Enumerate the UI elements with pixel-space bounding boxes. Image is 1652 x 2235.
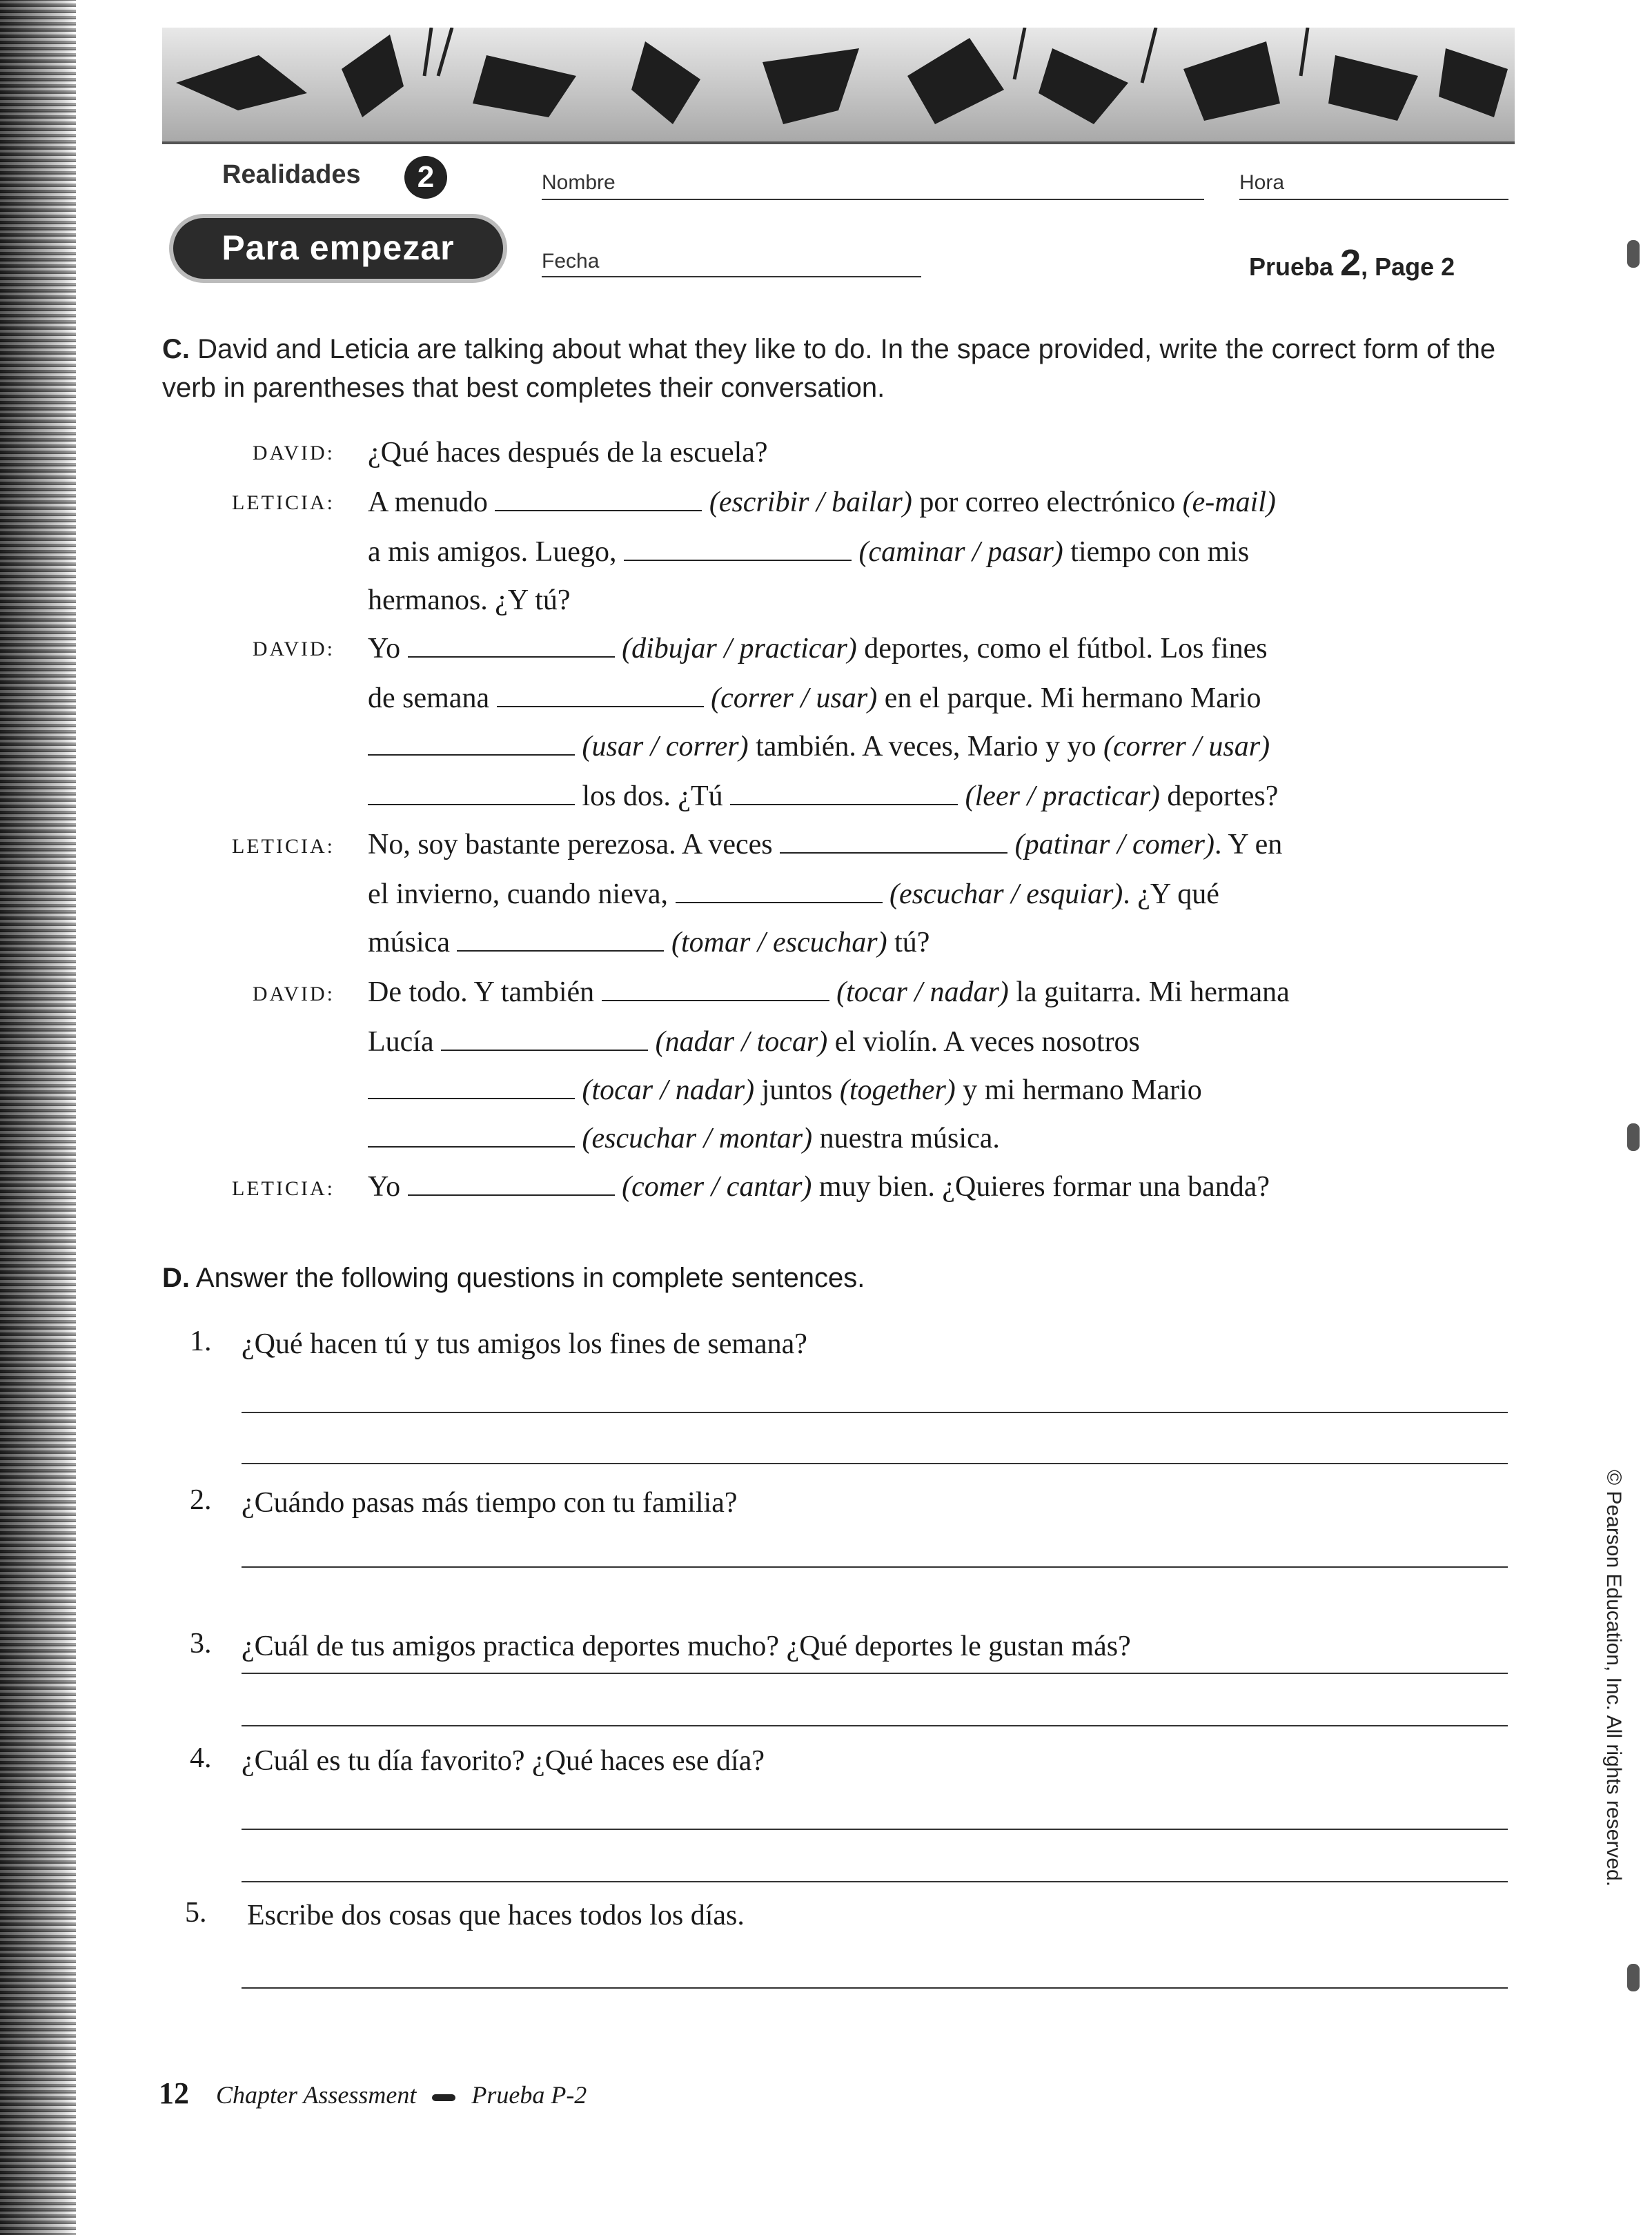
hora-line[interactable] [1239,199,1508,200]
answer-blank[interactable] [368,1125,575,1148]
dialogue-line: (usar / correr) también. A veces, Mario y yo (correr / usar) [368,730,1270,763]
page-number: 12 [159,2076,189,2110]
answer-line[interactable] [242,1673,1508,1674]
answer-blank[interactable] [676,881,883,903]
speaker-label: LETICIA: [232,835,335,858]
answer-blank[interactable] [441,1029,648,1051]
footer-title: Chapter Assessment [216,2081,417,2109]
answer-line[interactable] [242,1412,1508,1413]
answer-blank[interactable] [368,783,575,805]
question-number: 2. [190,1484,212,1516]
dialogue-line: de semana (correr / usar) en el parque. Mi hermano Mario [368,682,1261,714]
speaker-label: DAVID: [252,638,335,660]
answer-blank[interactable] [457,929,664,952]
footer-code: Prueba P-2 [471,2081,587,2109]
dialogue-line: el invierno, cuando nieva, (escuchar / esquiar). ¿Y qué [368,878,1219,910]
prueba-word: Prueba [1249,253,1334,281]
question-text: ¿Cuál de tus amigos practica deportes mucho? ¿Qué deportes le gustan más? [242,1631,1131,1662]
series-title: Realidades [222,160,361,189]
level-badge: 2 [404,156,447,199]
question-text: ¿Qué hacen tú y tus amigos los fines de semana? [242,1328,807,1360]
dialogue-line: (tocar / nadar) juntos (together) y mi hermano Mario [368,1074,1202,1107]
section-c-instructions [162,330,1515,407]
dialogue-line: No, soy bastante perezosa. A veces (patinar / comer). Y en [368,829,1283,860]
hora-label: Hora [1239,171,1285,194]
answer-blank[interactable] [624,539,852,561]
answer-blank[interactable] [495,489,702,511]
answer-line[interactable] [242,1881,1508,1882]
dialogue-line: hermanos. ¿Y tú? [368,584,571,616]
speaker-label: DAVID: [252,442,335,464]
dialogue-line: ¿Qué haces después de la escuela? [368,437,768,469]
answer-blank[interactable] [730,783,958,805]
speaker-label: DAVID: [252,983,335,1005]
chapter-badge: Para empezar [169,214,507,283]
binder-hole-icon [1627,1123,1640,1151]
dialogue-line: música (tomar / escuchar) tú? [368,927,930,958]
footer-separator-icon [432,2094,455,2101]
speaker-label: LETICIA: [232,1177,335,1200]
question-text: ¿Cuándo pasas más tiempo con tu familia? [242,1487,738,1519]
speaker-label: LETICIA: [232,491,335,514]
section-c-letter: C. [162,334,190,364]
binder-hole-icon [1627,1964,1640,1991]
prueba-number: 2 [1340,242,1361,284]
prueba-title [1249,242,1455,284]
answer-line[interactable] [242,1566,1508,1568]
fecha-line[interactable] [542,276,921,277]
dialogue-line: a mis amigos. Luego, (caminar / pasar) tiempo con mis [368,536,1250,568]
nombre-line[interactable] [542,199,1204,200]
question-number: 1. [190,1326,212,1357]
prueba-page: , Page 2 [1361,253,1455,281]
answer-blank[interactable] [368,733,575,756]
question-text: ¿Cuál es tu día favorito? ¿Qué haces ese día? [242,1745,765,1777]
answer-line[interactable] [242,1463,1508,1464]
copyright-notice: © Pearson Education, Inc. All rights reserved. [1602,1470,1625,1887]
banner-pattern-icon [162,28,1515,141]
page-footer [159,2076,587,2111]
binder-hole-icon [1627,240,1640,268]
nombre-label: Nombre [542,171,616,194]
dialogue-line: los dos. ¿Tú (leer / practicar) deportes? [368,780,1278,813]
question-number: 3. [190,1628,212,1660]
answer-line[interactable] [242,1987,1508,1989]
question-text: Escribe dos cosas que haces todos los días. [247,1900,745,1931]
dialogue-line: A menudo (escribir / bailar) por correo electrónico (e-mail) [368,486,1276,518]
section-d-letter: D. [162,1263,190,1293]
dialogue-line: Lucía (nadar / tocar) el violín. A veces nosotros [368,1026,1140,1058]
answer-blank[interactable] [408,1174,615,1196]
scan-edge [0,0,76,2235]
dialogue-line: De todo. Y también (tocar / nadar) la guitarra. Mi hermana [368,976,1290,1008]
dialogue-line: Yo (comer / cantar) muy bien. ¿Quieres formar una banda? [368,1171,1270,1203]
dialogue-line: Yo (dibujar / practicar) deportes, como el fútbol. Los fines [368,633,1268,664]
section-d-instructions [162,1263,865,1294]
question-number: 4. [190,1742,212,1774]
answer-blank[interactable] [602,979,829,1001]
fecha-label: Fecha [542,250,600,273]
answer-line[interactable] [242,1829,1508,1830]
answer-blank[interactable] [497,685,704,707]
section-c-text: David and Leticia are talking about what they like to do. In the space provided, write the correct form of the verb in parentheses that best completes their conversation. [162,334,1496,403]
question-number: 5. [185,1897,207,1929]
dialogue-line: (escuchar / montar) nuestra música. [368,1122,1000,1155]
decorative-banner [162,28,1515,144]
answer-blank[interactable] [408,636,615,658]
section-d-text: Answer the following questions in complete sentences. [195,1263,865,1293]
answer-blank[interactable] [368,1077,575,1099]
answer-blank[interactable] [780,831,1007,854]
answer-line[interactable] [242,1725,1508,1726]
